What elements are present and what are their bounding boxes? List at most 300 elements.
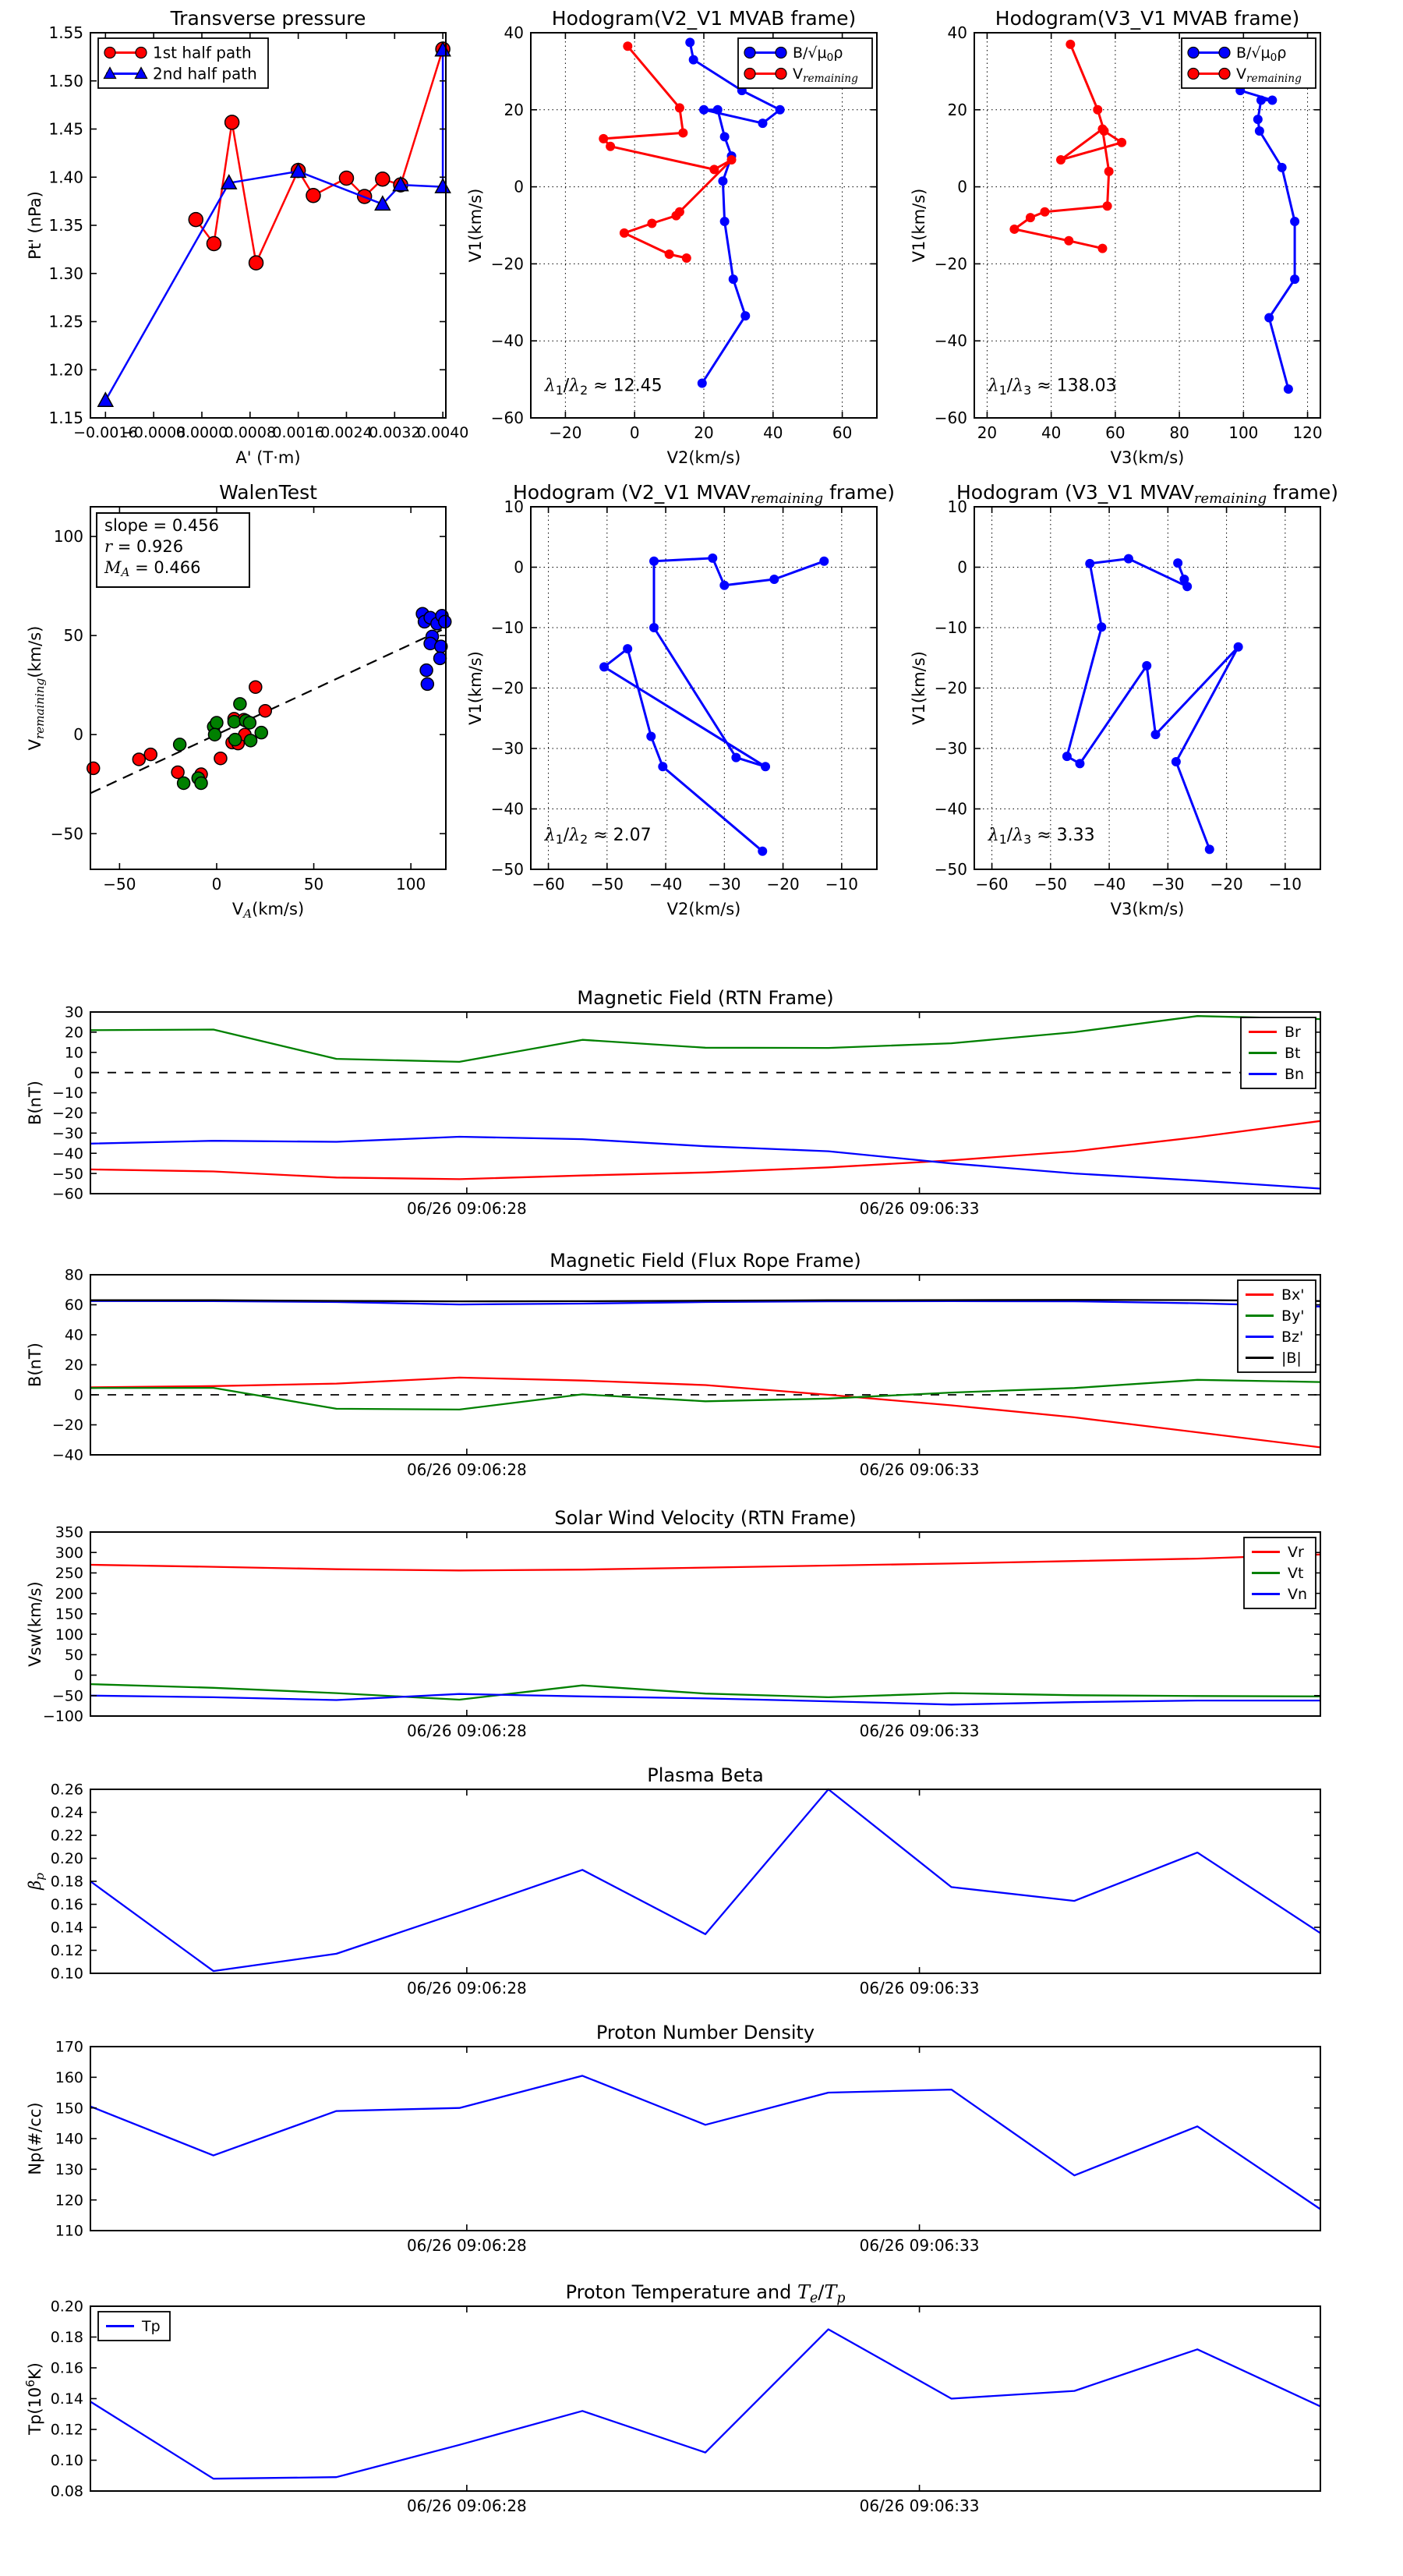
- marker-circle: [689, 55, 698, 65]
- y-tick-label: −40: [490, 331, 524, 351]
- marker-circle: [731, 753, 740, 763]
- y-tick-label: 200: [55, 1585, 83, 1603]
- x-tick-label: −50: [590, 875, 624, 893]
- y-tick-label: −10: [490, 618, 524, 637]
- chart-title: Hodogram(V3_V1 MVAB frame): [995, 7, 1300, 30]
- y-tick-label: −50: [50, 824, 83, 844]
- y-tick-label: 0: [514, 177, 524, 196]
- legend-label: Br: [1285, 1024, 1301, 1042]
- marker-circle: [1026, 213, 1035, 222]
- y-tick-label: 150: [55, 1605, 83, 1623]
- marker-circle: [376, 172, 390, 186]
- marker-circle: [1040, 207, 1049, 217]
- marker-circle: [599, 134, 608, 143]
- x-axis-label: V2(km/s): [666, 900, 741, 918]
- marker-circle: [1290, 274, 1299, 284]
- y-tick-label: 110: [55, 2222, 83, 2240]
- x-tick-label: 60: [832, 423, 853, 442]
- x-tick-label: −10: [825, 875, 858, 893]
- x-tick-label: 120: [1292, 423, 1323, 442]
- y-tick-label: 1.15: [48, 409, 83, 427]
- annotation: $\lambda_1/\lambda_3 \approx 138.03$: [988, 376, 1117, 398]
- y-tick-label: −40: [51, 1446, 83, 1464]
- marker-circle: [758, 119, 767, 128]
- marker-circle: [1253, 115, 1263, 124]
- legend-marker: [104, 48, 115, 58]
- legend-label: Bx': [1281, 1286, 1305, 1304]
- y-tick-label: 0.24: [50, 1804, 83, 1822]
- marker-circle: [740, 311, 750, 320]
- x-tick-label: −50: [1034, 875, 1067, 893]
- marker-circle: [434, 652, 447, 664]
- x-tick-label: 06/26 09:06:28: [406, 1721, 527, 1740]
- x-tick-label: 06/26 09:06:28: [406, 1460, 527, 1479]
- legend-marker: [1188, 69, 1199, 80]
- y-tick-label: 120: [55, 2192, 83, 2210]
- chart-title: Hodogram (V2_V1 $MVAV_{remaining}$ frame): [512, 481, 896, 507]
- y-tick-label: 1.30: [48, 264, 83, 283]
- marker-circle: [87, 762, 100, 774]
- x-tick-label: 06/26 09:06:33: [859, 1979, 980, 1997]
- y-tick-label: −20: [51, 1417, 83, 1435]
- x-tick-label: 40: [763, 423, 783, 442]
- marker-circle: [1097, 244, 1107, 253]
- x-tick-label: 0.0024: [320, 424, 373, 441]
- y-tick-label: 1.25: [48, 312, 83, 331]
- y-tick-label: 10: [947, 497, 967, 516]
- y-tick-label: 1.40: [48, 168, 83, 187]
- marker-circle: [133, 753, 145, 766]
- legend-label: Vn: [1288, 1586, 1308, 1604]
- x-tick-label: 100: [1228, 423, 1259, 442]
- marker-circle: [665, 249, 674, 259]
- marker-circle: [1085, 559, 1094, 568]
- x-tick-label: 0.0032: [369, 424, 421, 441]
- x-tick-label: 0.0008: [224, 424, 277, 441]
- y-tick-label: 0: [73, 1064, 83, 1082]
- marker-circle: [599, 662, 609, 671]
- y-tick-label: 250: [55, 1565, 83, 1583]
- y-tick-label: −50: [51, 1165, 83, 1183]
- y-axis-label: $V_{remaining}(km/s)$: [26, 625, 48, 751]
- chart-title: WalenTest: [219, 481, 317, 504]
- y-tick-label: 30: [64, 1003, 83, 1021]
- y-tick-label: 10: [504, 497, 524, 516]
- marker-circle: [1278, 163, 1287, 172]
- chart-title: Transverse pressure: [170, 7, 366, 30]
- marker-circle: [420, 664, 433, 677]
- y-tick-label: −60: [490, 409, 524, 427]
- legend-label: $B/√\mu_0\rho$: [1236, 44, 1287, 64]
- marker-circle: [718, 176, 727, 186]
- y-tick-label: 140: [55, 2130, 83, 2148]
- legend-label: |B|: [1281, 1350, 1302, 1368]
- chart-title: Proton Temperature and $T_e/T_p$: [565, 2281, 846, 2306]
- x-tick-label: 06/26 09:06:33: [859, 2496, 980, 2515]
- y-axis-label: B(nT): [26, 1081, 44, 1125]
- x-tick-label: 06/26 09:06:33: [859, 1721, 980, 1740]
- marker-circle: [1264, 313, 1274, 323]
- y-tick-label: 0.14: [50, 2390, 83, 2408]
- y-axis-label: Pt' (nPa): [26, 191, 44, 260]
- x-tick-label: 100: [396, 875, 426, 893]
- marker-circle: [1234, 642, 1243, 652]
- y-tick-label: 0.18: [50, 1873, 83, 1891]
- marker-circle: [228, 716, 240, 728]
- y-tick-label: 0.20: [50, 2298, 83, 2316]
- x-tick-label: 06/26 09:06:28: [406, 2236, 527, 2255]
- x-tick-label: 06/26 09:06:28: [406, 2496, 527, 2515]
- y-tick-label: −20: [934, 254, 967, 274]
- chart-title: Hodogram(V2_V1 MVAB frame): [551, 7, 857, 30]
- y-tick-label: 1.55: [48, 23, 83, 42]
- y-tick-label: 0.16: [50, 1896, 83, 1914]
- marker-circle: [1117, 138, 1126, 147]
- y-axis-label: Np(#/cc): [26, 2102, 44, 2175]
- y-tick-label: 40: [504, 23, 524, 42]
- x-tick-label: −30: [1151, 875, 1185, 893]
- marker-circle: [758, 847, 767, 856]
- legend-label: Bt: [1285, 1045, 1301, 1063]
- marker-circle: [698, 379, 707, 388]
- y-tick-label: 0.10: [50, 2452, 83, 2470]
- y-tick-label: 350: [55, 1523, 83, 1541]
- x-tick-label: 40: [1041, 423, 1062, 442]
- y-tick-label: −40: [490, 799, 524, 819]
- y-tick-label: 50: [63, 626, 83, 646]
- marker-circle: [761, 762, 770, 771]
- marker-circle: [620, 228, 629, 238]
- marker-circle: [1172, 757, 1181, 766]
- marker-circle: [1056, 155, 1066, 165]
- legend-marker: [136, 48, 147, 58]
- x-axis-label: V3(km/s): [1110, 900, 1185, 918]
- x-axis-label: V3(km/s): [1110, 448, 1185, 467]
- y-tick-label: 10: [64, 1044, 83, 1062]
- marker-circle: [671, 211, 680, 221]
- marker-circle: [819, 557, 829, 566]
- marker-circle: [1066, 40, 1075, 49]
- marker-circle: [178, 777, 190, 789]
- legend-marker: [1188, 48, 1199, 58]
- legend-marker: [744, 48, 755, 58]
- marker-circle: [675, 103, 684, 112]
- y-tick-label: −30: [51, 1124, 83, 1142]
- y-tick-label: −40: [51, 1145, 83, 1162]
- y-axis-label: V1(km/s): [466, 651, 485, 725]
- marker-circle: [719, 581, 729, 590]
- x-tick-label: −60: [975, 875, 1009, 893]
- legend-marker: [1219, 48, 1230, 58]
- legend-label: 2nd half path: [153, 64, 257, 83]
- marker-circle: [1093, 105, 1102, 115]
- x-tick-label: −40: [648, 875, 683, 893]
- y-tick-label: 80: [64, 1266, 83, 1284]
- y-tick-label: 40: [947, 23, 967, 42]
- legend: [1238, 1280, 1316, 1372]
- marker-circle: [709, 165, 719, 174]
- x-tick-label: 06/26 09:06:33: [859, 1460, 980, 1479]
- marker-circle: [623, 41, 632, 51]
- x-axis-label: $V_A(km/s)$: [231, 900, 305, 922]
- legend-label: By': [1281, 1307, 1305, 1325]
- y-tick-label: −30: [934, 739, 967, 758]
- marker-circle: [245, 734, 257, 747]
- y-tick-label: 0: [957, 557, 967, 577]
- x-tick-label: 0.0040: [416, 424, 469, 441]
- y-tick-label: 0.22: [50, 1827, 83, 1845]
- y-tick-label: 0: [73, 725, 83, 745]
- x-axis-label: A' (T·m): [235, 448, 301, 467]
- y-tick-label: −20: [490, 678, 524, 698]
- x-tick-label: 06/26 09:06:33: [859, 1199, 980, 1218]
- legend: [738, 38, 872, 88]
- marker-circle: [229, 734, 242, 746]
- marker-circle: [1097, 622, 1106, 632]
- marker-circle: [776, 105, 785, 115]
- legend-marker: [1219, 69, 1230, 80]
- y-tick-label: 0.18: [50, 2329, 83, 2347]
- marker-circle: [1205, 844, 1214, 854]
- marker-circle: [623, 644, 632, 653]
- legend-label: Bz': [1281, 1329, 1304, 1346]
- y-tick-label: 0.14: [50, 1919, 83, 1937]
- marker-circle: [1104, 167, 1114, 176]
- marker-circle: [1151, 730, 1161, 739]
- y-tick-label: 0: [73, 1667, 83, 1685]
- marker-circle: [713, 105, 723, 115]
- x-tick-label: −60: [532, 875, 565, 893]
- marker-circle: [243, 717, 256, 729]
- y-tick-label: 0.26: [50, 1781, 83, 1799]
- x-axis-label: V2(km/s): [666, 448, 741, 467]
- y-tick-label: 0.12: [50, 1942, 83, 1960]
- stats-line: r = 0.926: [104, 537, 184, 556]
- annotation: $\lambda_1/\lambda_3 \approx 3.33$: [988, 825, 1095, 847]
- marker-circle: [769, 575, 779, 584]
- marker-circle: [189, 213, 203, 227]
- y-tick-label: 20: [64, 1357, 83, 1375]
- marker-circle: [208, 728, 221, 741]
- x-tick-label: 06/26 09:06:33: [859, 2236, 980, 2255]
- x-tick-label: 0.0016: [272, 424, 324, 441]
- marker-circle: [249, 681, 262, 693]
- marker-circle: [210, 717, 223, 729]
- chart-title: Magnetic Field (RTN Frame): [577, 987, 834, 1009]
- y-tick-label: −20: [51, 1105, 83, 1123]
- y-tick-label: −100: [42, 1707, 83, 1725]
- x-tick-label: −20: [766, 875, 800, 893]
- marker-circle: [678, 128, 687, 137]
- y-tick-label: −50: [51, 1687, 83, 1705]
- legend-marker: [776, 69, 786, 80]
- y-tick-label: 300: [55, 1544, 83, 1562]
- legend-marker: [744, 69, 755, 80]
- chart-title: Magnetic Field (Flux Rope Frame): [550, 1250, 861, 1272]
- y-tick-label: 0.12: [50, 2421, 83, 2439]
- x-tick-label: −0.0016: [73, 424, 138, 441]
- y-tick-label: 150: [55, 2100, 83, 2118]
- y-tick-label: −60: [934, 409, 967, 427]
- marker-circle: [720, 217, 730, 226]
- y-tick-label: 0.20: [50, 1850, 83, 1868]
- marker-circle: [214, 752, 227, 765]
- legend-label: Vt: [1288, 1565, 1304, 1583]
- y-tick-label: 130: [55, 2160, 83, 2178]
- y-tick-label: 0.10: [50, 1965, 83, 1983]
- y-tick-label: −20: [490, 254, 524, 274]
- x-tick-label: 06/26 09:06:28: [406, 1979, 527, 1997]
- marker-circle: [207, 236, 221, 250]
- marker-circle: [1124, 554, 1133, 564]
- chart-title: Hodogram (V3_V1 $MVAV_{remaining}$ frame): [956, 481, 1339, 507]
- legend-label: $V_{remaining}$: [1236, 65, 1302, 85]
- y-tick-label: 40: [64, 1326, 83, 1344]
- chart-title: Proton Number Density: [595, 2022, 815, 2043]
- legend: [1182, 38, 1316, 88]
- marker-circle: [1255, 126, 1264, 136]
- marker-circle: [658, 762, 667, 771]
- x-tick-label: 0: [629, 423, 640, 442]
- y-tick-label: −50: [934, 860, 967, 879]
- marker-circle: [699, 105, 709, 115]
- marker-circle: [1267, 95, 1277, 104]
- y-tick-label: 20: [64, 1024, 83, 1042]
- x-tick-label: −10: [1268, 875, 1302, 893]
- y-tick-label: −50: [490, 860, 524, 879]
- legend-label: $B/√\mu_0\rho$: [793, 44, 843, 64]
- marker-circle: [174, 738, 186, 751]
- marker-circle: [720, 132, 730, 141]
- y-tick-label: 1.50: [48, 71, 83, 90]
- annotation: $\lambda_1/\lambda_2 \approx 2.07$: [544, 825, 652, 847]
- legend-label: Bn: [1285, 1066, 1305, 1084]
- marker-circle: [306, 189, 320, 203]
- y-axis-label: V1(km/s): [910, 651, 928, 725]
- marker-circle: [234, 698, 246, 710]
- marker-circle: [1075, 759, 1084, 768]
- marker-circle: [1009, 225, 1019, 234]
- marker-circle: [439, 615, 451, 628]
- legend-label: $V_{remaining}$: [793, 65, 858, 85]
- marker-circle: [649, 557, 659, 566]
- y-tick-label: 100: [53, 527, 83, 547]
- x-tick-label: 0.0000: [175, 424, 228, 441]
- marker-circle: [647, 219, 656, 228]
- marker-circle: [682, 253, 691, 263]
- legend: [1244, 1537, 1316, 1608]
- y-tick-label: 0.08: [50, 2482, 83, 2500]
- marker-circle: [339, 171, 353, 185]
- marker-circle: [685, 37, 694, 47]
- y-tick-label: 170: [55, 2038, 83, 2056]
- chart-title: Plasma Beta: [647, 1764, 764, 1786]
- y-tick-label: 20: [504, 100, 524, 119]
- stats-line: slope = 0.456: [104, 516, 219, 535]
- x-tick-label: −20: [1210, 875, 1243, 893]
- y-tick-label: 160: [55, 2068, 83, 2086]
- x-tick-label: 0: [211, 875, 222, 893]
- marker-circle: [144, 748, 157, 761]
- marker-circle: [646, 732, 656, 741]
- marker-circle: [1290, 217, 1299, 226]
- marker-circle: [1284, 384, 1293, 394]
- y-axis-label: $\beta_p$: [26, 1873, 48, 1890]
- x-tick-label: −20: [549, 423, 582, 442]
- x-tick-label: 60: [1105, 423, 1126, 442]
- marker-circle: [195, 777, 207, 789]
- marker-circle: [1064, 236, 1073, 246]
- y-axis-label: Vsw(km/s): [26, 1581, 44, 1667]
- y-tick-label: 60: [64, 1297, 83, 1315]
- y-tick-label: 0.16: [50, 2359, 83, 2377]
- y-tick-label: −10: [934, 618, 967, 637]
- y-tick-label: 100: [55, 1626, 83, 1644]
- y-tick-label: −20: [934, 678, 967, 698]
- marker-circle: [249, 256, 263, 270]
- y-tick-label: 50: [64, 1646, 83, 1664]
- marker-circle: [729, 274, 738, 284]
- marker-circle: [606, 142, 615, 151]
- legend: [1241, 1017, 1316, 1088]
- marker-circle: [259, 705, 271, 717]
- y-tick-label: −60: [51, 1185, 83, 1203]
- y-tick-label: −40: [934, 799, 967, 819]
- y-tick-label: −10: [51, 1085, 83, 1102]
- y-axis-label: B(nT): [26, 1343, 44, 1387]
- stats-line: $M_A = 0.466$: [104, 558, 201, 580]
- legend: [98, 38, 268, 88]
- marker-circle: [225, 115, 239, 129]
- y-tick-label: 0: [514, 557, 524, 577]
- y-axis-label: V1(km/s): [466, 188, 485, 263]
- x-tick-label: 20: [977, 423, 998, 442]
- marker-circle: [255, 727, 267, 739]
- marker-circle: [1097, 125, 1107, 134]
- y-tick-label: 1.45: [48, 119, 83, 139]
- legend-label: Tp: [142, 2318, 161, 2336]
- marker-circle: [1256, 95, 1266, 104]
- x-tick-label: −40: [1092, 875, 1126, 893]
- y-tick-label: 1.20: [48, 360, 83, 380]
- y-axis-label: $Tp(10^6K)$: [23, 2362, 44, 2435]
- x-tick-label: 20: [694, 423, 714, 442]
- x-tick-label: −50: [103, 875, 136, 893]
- x-tick-label: 06/26 09:06:28: [406, 1199, 527, 1218]
- y-tick-label: −30: [490, 739, 524, 758]
- legend-marker: [776, 48, 786, 58]
- y-tick-label: 20: [947, 100, 967, 119]
- marker-circle: [1062, 752, 1072, 761]
- marker-circle: [727, 155, 737, 165]
- legend: [98, 2312, 170, 2341]
- y-tick-label: 0: [73, 1386, 83, 1404]
- marker-circle: [1142, 661, 1151, 671]
- x-tick-label: −30: [708, 875, 741, 893]
- x-tick-label: 50: [303, 875, 324, 893]
- marker-circle: [649, 623, 659, 632]
- legend-label: 1st half path: [153, 43, 252, 62]
- y-tick-label: 1.35: [48, 216, 83, 235]
- annotation: $\lambda_1/\lambda_2 \approx 12.45$: [544, 376, 663, 398]
- legend-label: Vr: [1288, 1544, 1304, 1562]
- y-tick-label: 0: [957, 177, 967, 196]
- y-tick-label: −40: [934, 331, 967, 351]
- x-tick-label: −0.0008: [121, 424, 186, 441]
- marker-circle: [1182, 582, 1192, 591]
- marker-circle: [1103, 201, 1112, 211]
- marker-circle: [421, 678, 433, 690]
